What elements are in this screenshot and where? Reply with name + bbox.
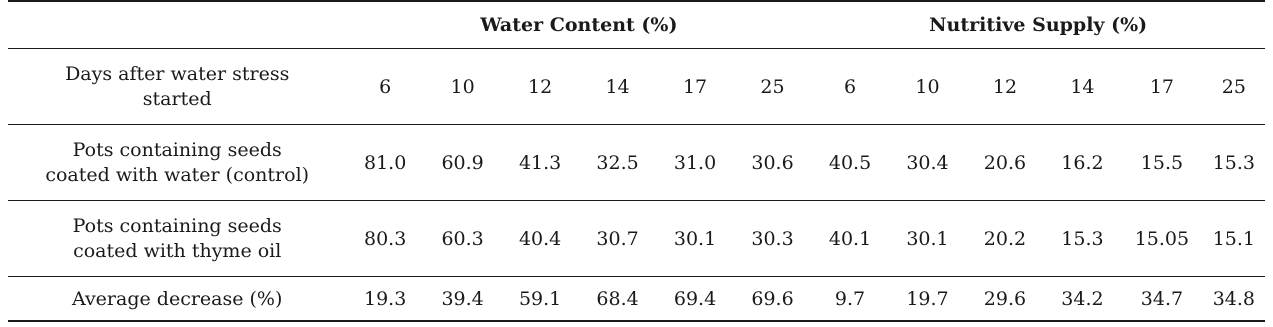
value-cell: 15.3	[1044, 201, 1121, 277]
days-label-line2: started	[142, 87, 212, 110]
value-cell: 81.0	[346, 125, 423, 201]
group-header-row	[8, 1, 1265, 49]
value-cell: 30.7	[579, 201, 656, 277]
value-cell: 69.4	[656, 277, 733, 322]
day-cell: 6	[811, 49, 888, 125]
value-cell: 80.3	[346, 201, 423, 277]
value-cell: 30.4	[889, 125, 966, 201]
day-cell: 14	[1044, 49, 1121, 125]
value-cell: 30.1	[656, 201, 733, 277]
value-cell: 19.3	[346, 277, 423, 322]
row-label-thyme	[8, 201, 346, 277]
days-label	[8, 49, 346, 125]
days-row	[8, 49, 1265, 125]
value-cell: 39.4	[424, 277, 501, 322]
table-row-thyme	[8, 201, 1265, 277]
days-label-line1: Days after water stress	[65, 62, 290, 85]
value-cell: 15.3	[1203, 125, 1265, 201]
value-cell: 9.7	[811, 277, 888, 322]
row-label-line1: Pots containing seeds	[72, 138, 282, 161]
empty-corner-cell	[8, 1, 346, 49]
value-cell: 31.0	[656, 125, 733, 201]
value-cell: 34.7	[1121, 277, 1203, 322]
day-cell: 12	[501, 49, 578, 125]
row-label-line2: coated with thyme oil	[73, 239, 282, 262]
value-cell: 34.2	[1044, 277, 1121, 322]
value-cell: 30.3	[734, 201, 812, 277]
value-cell: 40.1	[811, 201, 888, 277]
row-label-line2: coated with water (control)	[45, 163, 310, 186]
value-cell: 16.2	[1044, 125, 1121, 201]
day-cell: 10	[889, 49, 966, 125]
value-cell: 69.6	[734, 277, 812, 322]
day-cell: 25	[1203, 49, 1265, 125]
value-cell: 41.3	[501, 125, 578, 201]
value-cell: 60.3	[424, 201, 501, 277]
table-row-control	[8, 125, 1265, 201]
value-cell: 59.1	[501, 277, 578, 322]
value-cell: 60.9	[424, 125, 501, 201]
value-cell: 20.2	[966, 201, 1043, 277]
day-cell: 10	[424, 49, 501, 125]
value-cell: 30.1	[889, 201, 966, 277]
row-label-control	[8, 125, 346, 201]
nutritive-supply-header: Nutritive Supply (%)	[811, 1, 1265, 49]
value-cell: 68.4	[579, 277, 656, 322]
value-cell: 32.5	[579, 125, 656, 201]
value-cell: 30.6	[734, 125, 812, 201]
value-cell: 15.05	[1121, 201, 1203, 277]
value-cell: 29.6	[966, 277, 1043, 322]
day-cell: 6	[346, 49, 423, 125]
value-cell: 40.5	[811, 125, 888, 201]
day-cell: 17	[656, 49, 733, 125]
value-cell: 15.5	[1121, 125, 1203, 201]
value-cell: 40.4	[501, 201, 578, 277]
table-row-average	[8, 277, 1265, 322]
water-content-header: Water Content (%)	[346, 1, 811, 49]
day-cell: 14	[579, 49, 656, 125]
value-cell: 19.7	[889, 277, 966, 322]
water-stress-table	[8, 0, 1265, 322]
value-cell: 20.6	[966, 125, 1043, 201]
day-cell: 12	[966, 49, 1043, 125]
row-label-average: Average decrease (%)	[8, 277, 346, 322]
value-cell: 15.1	[1203, 201, 1265, 277]
row-label-line1: Pots containing seeds	[72, 214, 282, 237]
day-cell: 25	[734, 49, 812, 125]
value-cell: 34.8	[1203, 277, 1265, 322]
data-table-container	[8, 0, 1265, 322]
day-cell: 17	[1121, 49, 1203, 125]
